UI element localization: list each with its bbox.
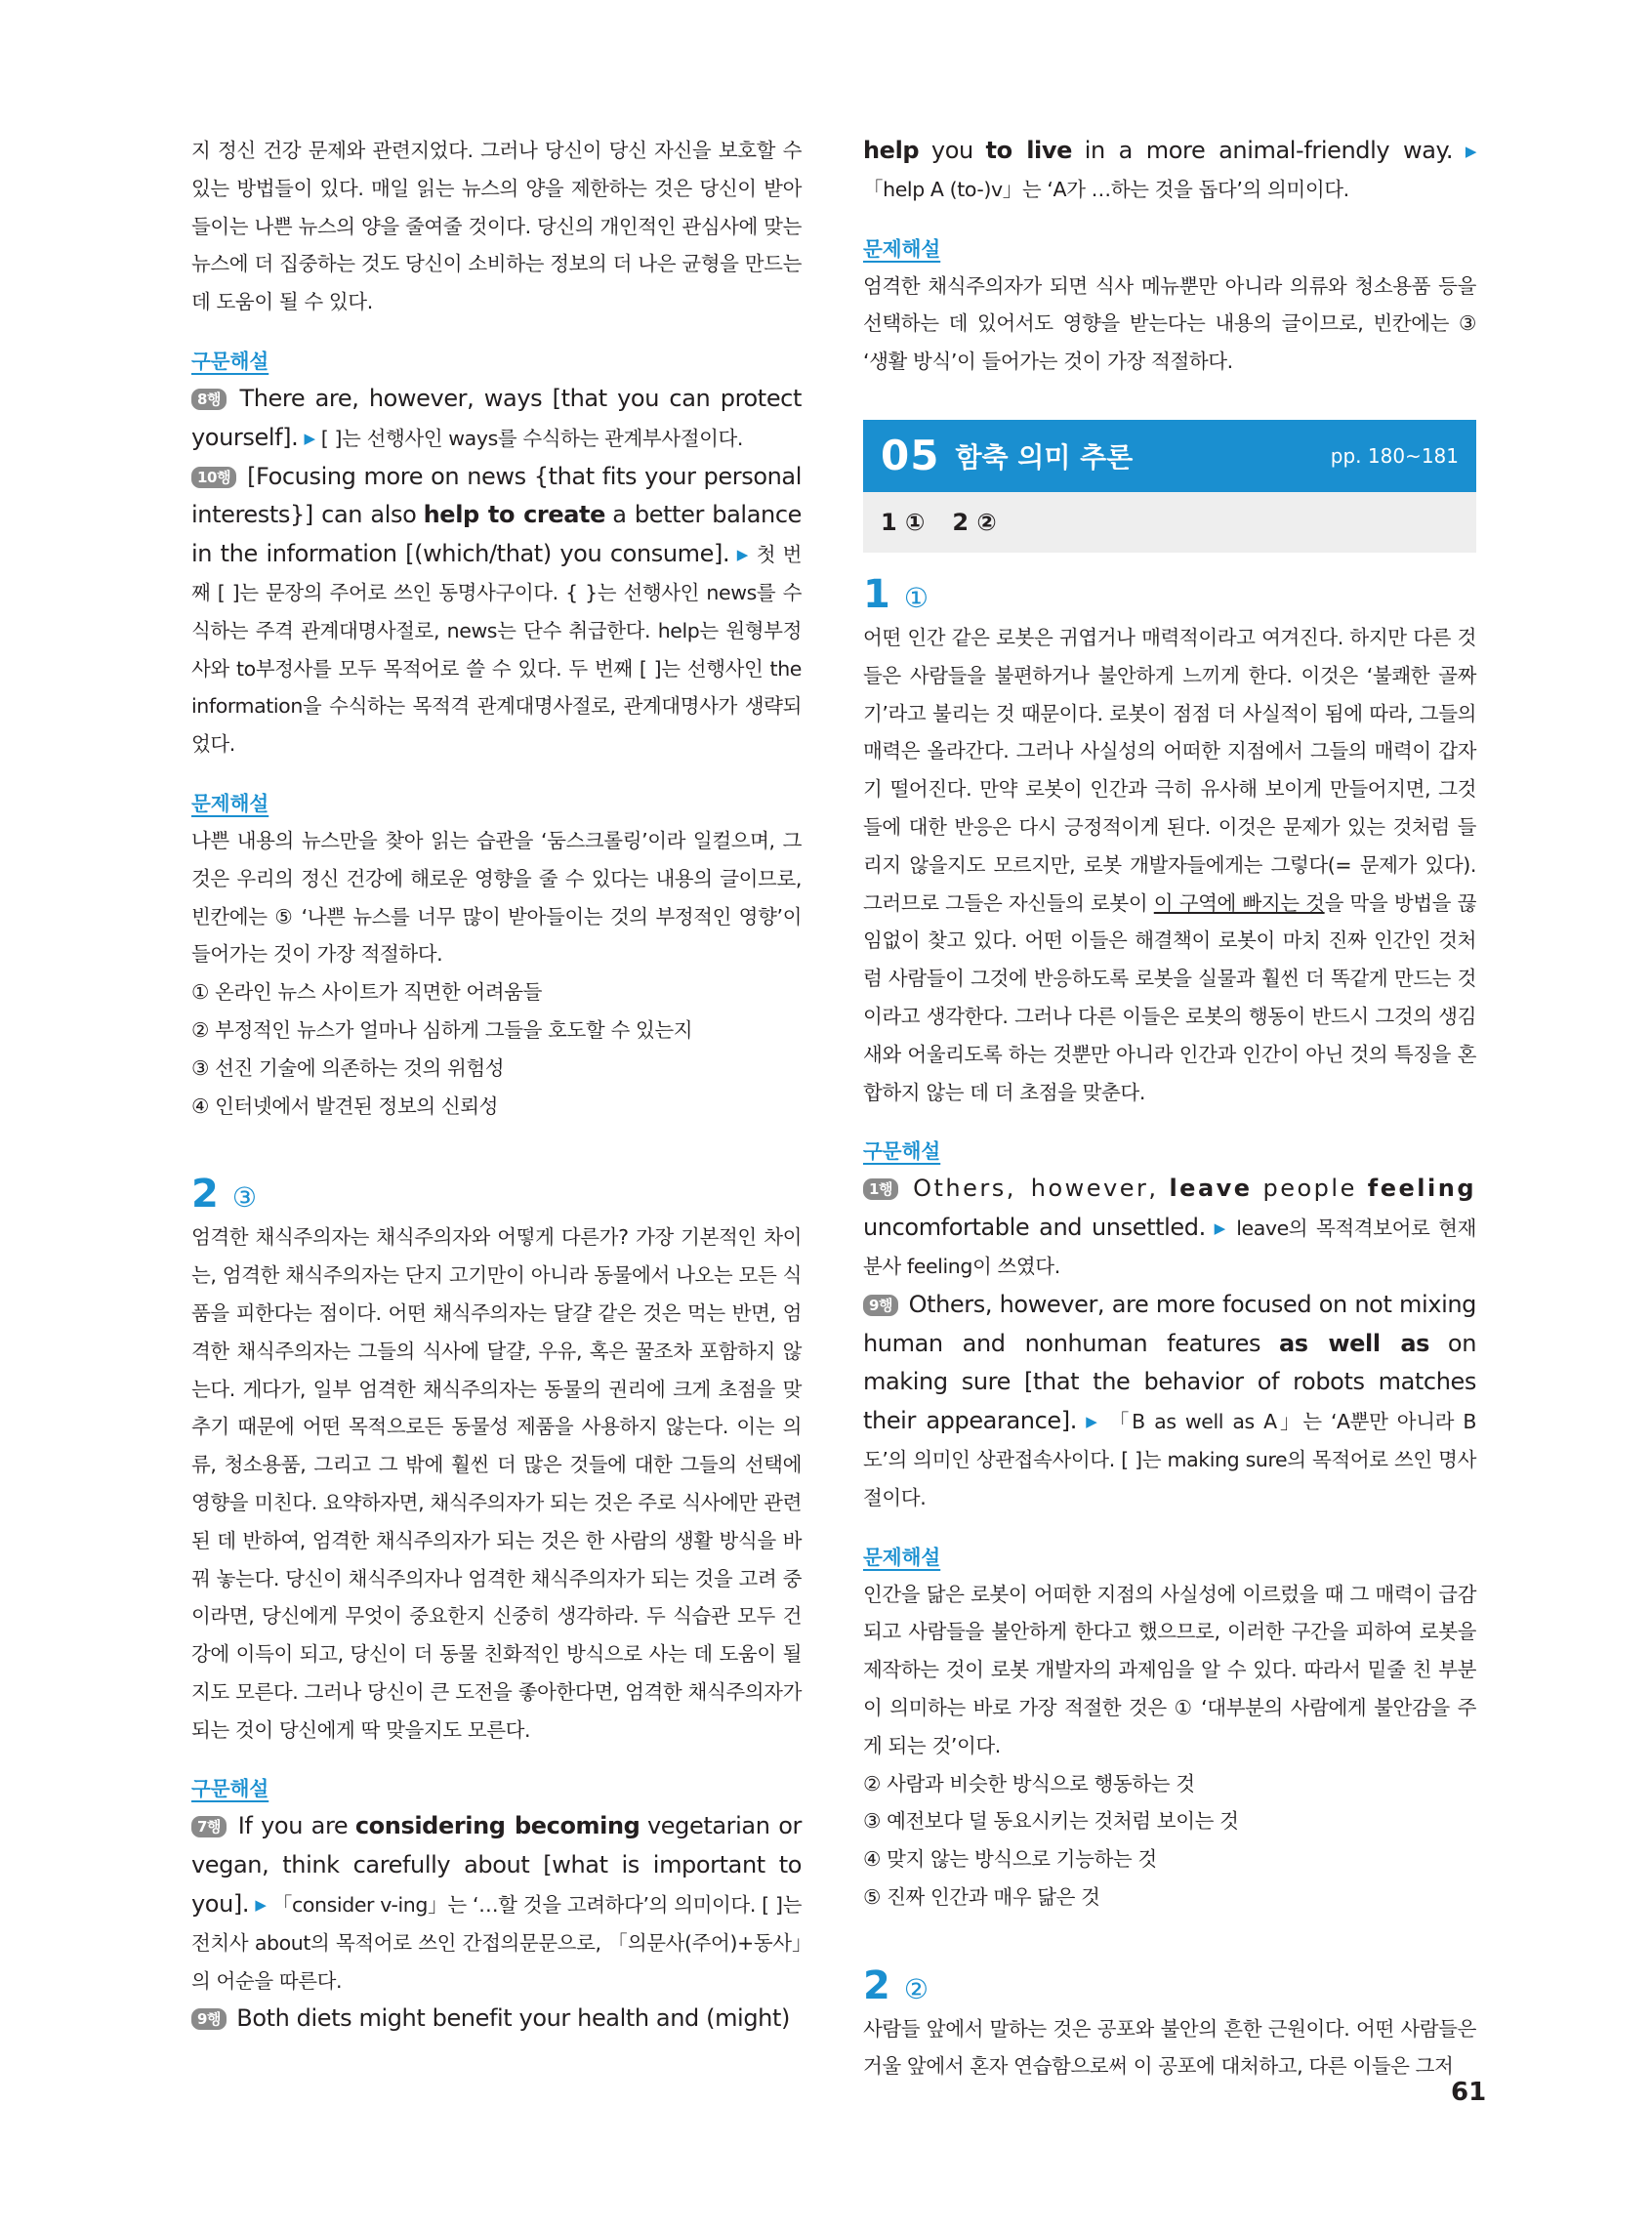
problem-heading: 문제해설 [191, 791, 269, 815]
grammar-note-2 [863, 1286, 1476, 1517]
paragraph-part: 어떤 인간 같은 로봇은 귀엽거나 매력적이라고 여겨진다. 하지만 다른 것들은 사람들을 불편하거나 불안하게 느끼게 한다. 이것은 ‘불쾌한 골짜기’라고 불리는 것 때문이다. 로봇이 점점 더 사실적이 됨에 따라, 그들의 매력은 올라간다. 그러나 사실성의 어떠한 지점에서 그들의 매력이 갑자기 떨어진다. 만약 로봇이 인간과 극히 유사해 보이게 만들어지면, 그것들에 대한 반응은 다시 긍정적이게 된다. 이것은 문제가 있는 것처럼 들리지 않을지도 모르지만, 로봇 개발자들에게는 그렇다(= 문제가 있다). 그러므로 그들은 자신들의 로봇이 [863, 625, 1476, 915]
paragraph-part: 을 막을 방법을 끊임없이 찾고 있다. 어떤 이들은 해결책이 로봇이 마치 진짜 인간인 것처럼 사람들이 그것에 반응하도록 로봇을 실물과 훨씬 더 똑같게 만드는 것이라고 생각한다. 그러나 다른 이들은 로봇의 행동이 반드시 그것의 생김새와 어울리도록 하는 것뿐만 아니라 인간과 인간이 아닌 것의 특징을 혼합하지 않는 데 더 초점을 맞춘다. [863, 890, 1477, 1104]
line-tag: 8행 [191, 389, 227, 410]
grammar-explanation: 「B as well as A」는 ‘A뿐만 아니라 B도’의 의미인 상관접속사이다. [ ]는 making sure의 목적어로 쓰인 명사절이다. [863, 1410, 1476, 1509]
line-tag: 9행 [191, 2008, 227, 2030]
problem-explanation: 엄격한 채식주의자가 되면 식사 메뉴뿐만 아니라 의류와 청소용품 등을 선택하는 데 있어서도 영향을 받는다는 내용의 글이므로, 빈칸에는 ③ ‘생활 방식’이 들어가는 것이 가장 적절하다. [863, 273, 1476, 374]
grammar-sentence-b: people [1262, 1175, 1357, 1203]
grammar-bold: feeling [1367, 1175, 1476, 1203]
grammar-sentence-a: Others, however, are more focused on not mixing human and nonhuman features [863, 1290, 1476, 1357]
grammar-bold: help [863, 137, 920, 164]
grammar-bold: leave [1169, 1175, 1253, 1203]
line-tag: 7행 [191, 1816, 227, 1837]
page-number: 61 [1451, 2078, 1487, 2107]
grammar-sentence-a: [Focusing more on news {that fits your personal interests}] can also [191, 462, 802, 529]
problem-explanation: 인간을 닮은 로봇이 어떠한 지점의 사실성에 이르렀을 때 그 매력이 급감되고 사람들을 불안하게 한다고 했으므로, 이러한 구간을 피하여 로봇을 제작하는 것이 로봇 개발자의 과제임을 알 수 있다. 따라서 밑줄 친 부분이 의미하는 바로 가장 적절한 것은 ① ‘대부분의 사람에게 불안감을 주게 되는 것’이다. [863, 1582, 1476, 1757]
grammar-explanation: [ ]는 선행사인 ways를 수식하는 관계부사절이다. [320, 426, 744, 450]
answer-item: 2 ② [952, 508, 997, 536]
question-header [191, 1170, 802, 1218]
triangle-icon: ▶ [1086, 1413, 1100, 1431]
triangle-icon: ▶ [1214, 1219, 1228, 1238]
choice-item: ③ 예전보다 덜 동요시키는 것처럼 보이는 것 [863, 1809, 1239, 1834]
grammar-sentence-b: on making sure [that the behavior of robots matches their appearance]. [863, 1329, 1477, 1435]
grammar-heading: 구문해설 [863, 1139, 941, 1164]
left-column [191, 132, 802, 2039]
grammar-sentence-b: vegetarian or vegan, think carefully about [what is important to you]. [191, 1812, 802, 1919]
grammar-explanation: 첫 번째 [ ]는 문장의 주어로 쓰인 동명사구이다. { }는 선행사인 news를 수식하는 주격 관계대명사절로, news는 단수 취급한다. help는 원형부정사와 to부정사를 모두 목적어로 쓸 수 있다. 두 번째 [ ]는 선행사인 the information을 수식하는 목적격 관계대명사절로, 관계대명사가 생략되었다. [191, 543, 802, 757]
grammar-note-2 [191, 458, 802, 764]
question-answer: ① [903, 581, 929, 614]
grammar-note-4 [191, 2000, 802, 2039]
grammar-sentence: Both diets might benefit your health and (might) [236, 2004, 790, 2033]
question-header [863, 570, 1476, 619]
grammar-bold: to live [985, 137, 1072, 164]
choice-item: ⑤ 진짜 인간과 매우 닮은 것 [863, 1884, 1100, 1909]
grammar-sentence: There are, however, ways [that you can protect yourself]. [191, 384, 802, 451]
grammar-continuation [863, 132, 1476, 209]
grammar-explanation: 「consider v-ing」는 ‘…할 것을 고려하다’의 의미이다. [ ]는 전치사 about의 목적어로 쓰인 간접의문문으로, 「의문사(주어)+동사」의 어순을 따른다. [191, 1893, 802, 1993]
triangle-icon: ▶ [1465, 143, 1477, 160]
problem-heading: 문제해설 [863, 236, 941, 261]
grammar-sentence-a: you [930, 137, 973, 164]
translation-paragraph: 사람들 앞에서 말하는 것은 공포와 불안의 흔한 근원이다. 어떤 사람들은 거울 앞에서 혼자 연습함으로써 이 공포에 대처하고, 다른 이들은 그저 [863, 2016, 1476, 2079]
grammar-explanation: 「help A (to-)v」는 ‘A가 …하는 것을 돕다’의 의미이다. [863, 177, 1349, 201]
triangle-icon: ▶ [304, 429, 315, 447]
section-banner [863, 420, 1476, 492]
grammar-sentence-b: in a more animal-friendly way. [1084, 137, 1454, 164]
translation-paragraph: 엄격한 채식주의자는 채식주의자와 어떻게 다른가? 가장 기본적인 차이는, 엄격한 채식주의자는 단지 고기만이 아니라 동물에서 나오는 모든 식품을 피한다는 점이다. 어떤 채식주의자는 달걀 같은 것은 먹는 반면, 엄격한 채식주의자는 그들의 식사에 달걀, 우유, 혹은 꿀조차 포함하지 않는다. 게다가, 일부 엄격한 채식주의자는 동물의 권리에 크게 초점을 맞추기 때문에 어떤 목적으로든 동물성 제품을 사용하지 않는다. 이는 의류, 청소용품, 그리고 그 밖에 훨씬 더 많은 것들에 대한 그들의 선택에 영향을 미친다. 요약하자면, 채식주의자가 되는 것은 주로 식사에만 관련된 데 반하여, 엄격한 채식주의자가 되는 것은 한 사람의 생활 방식을 바꿔 놓는다. 당신이 채식주의자나 엄격한 채식주의자가 되는 것을 고려 중이라면, 당신에게 무엇이 중요한지 신중히 생각하라. 두 식습관 모두 건강에 이득이 되고, 당신이 더 동물 친화적인 방식으로 사는 데 도움이 될지도 모른다. 그러나 당신이 큰 도전을 좋아한다면, 엄격한 채식주의자가 되는 것이 당신에게 딱 맞을지도 모른다. [191, 1225, 802, 1742]
grammar-note-1 [863, 1170, 1476, 1285]
problem-heading: 문제해설 [863, 1545, 941, 1569]
grammar-sentence-a: Others, however, [913, 1175, 1159, 1203]
grammar-heading: 구문해설 [191, 1777, 269, 1801]
grammar-explanation: leave의 목적격보어로 현재분사 feeling이 쓰였다. [863, 1217, 1476, 1278]
question-header [863, 1961, 1476, 2010]
grammar-bold: as well as [1279, 1329, 1430, 1357]
grammar-note-3 [191, 1807, 802, 2000]
choice-item: ④ 맞지 않는 방식으로 기능하는 것 [863, 1847, 1157, 1872]
triangle-icon: ▶ [255, 1896, 267, 1915]
line-tag: 9행 [863, 1295, 898, 1316]
choice-item: ③ 선진 기술에 의존하는 것의 위험성 [191, 1055, 505, 1080]
problem-explanation: 나쁜 내용의 뉴스만을 찾아 읽는 습관을 ‘둠스크롤링’이라 일컬으며, 그것은 우리의 정신 건강에 해로운 영향을 줄 수 있다는 내용의 글이므로, 빈칸에는 ⑤ ‘나쁜 뉴스를 너무 많이 받아들이는 것의 부정적인 영향’이 들어가는 것이 가장 적절하다. [191, 828, 802, 967]
question-number: 2 [191, 1172, 219, 1218]
grammar-bold: considering becoming [354, 1812, 640, 1840]
grammar-heading: 구문해설 [191, 349, 269, 373]
section-title: 함축 의미 추론 [955, 440, 1134, 474]
section-number: 05 [881, 432, 940, 480]
choice-item: ① 온라인 뉴스 사이트가 직면한 어려움들 [191, 980, 543, 1005]
question-number: 1 [863, 571, 890, 617]
grammar-sentence-a: If you are [237, 1812, 349, 1840]
question-answer: ③ [231, 1181, 257, 1215]
answer-item: 1 ① [881, 508, 926, 536]
grammar-sentence-c: uncomfortable and unsettled. [863, 1214, 1206, 1242]
translation-paragraph [863, 619, 1476, 1111]
grammar-sentence-b: a better balance in the information [(which/that) you consume]. [191, 501, 802, 568]
question-answer: ② [903, 1972, 929, 2005]
section-pages: pp. 180~181 [1330, 443, 1459, 468]
choice-item: ② 사람과 비슷한 방식으로 행동하는 것 [863, 1771, 1195, 1796]
underlined-phrase: 이 구역에 빠지는 것 [1153, 890, 1325, 915]
question-number: 2 [863, 1962, 890, 2008]
triangle-icon: ▶ [736, 546, 750, 564]
choice-item: ② 부정적인 뉴스가 얼마나 심하게 그들을 호도할 수 있는지 [191, 1017, 693, 1042]
line-tag: 1행 [863, 1178, 898, 1200]
line-tag: 10행 [191, 467, 236, 488]
answer-bar [863, 492, 1476, 553]
intro-paragraph: 지 정신 건강 문제와 관련지었다. 그러나 당신이 당신 자신을 보호할 수 있는 방법들이 있다. 매일 읽는 뉴스의 양을 제한하는 것은 당신이 받아들이는 나쁜 뉴스의 양을 줄여줄 것이다. 당신의 개인적인 관심사에 맞는 뉴스에 더 집중하는 것도 당신이 소비하는 정보의 더 나은 균형을 만드는 데 도움이 될 수 있다. [191, 139, 802, 314]
grammar-bold: help to create [423, 501, 605, 529]
right-column [863, 132, 1476, 2085]
grammar-note-1 [191, 380, 802, 458]
choice-item: ④ 인터넷에서 발견된 정보의 신뢰성 [191, 1094, 499, 1118]
